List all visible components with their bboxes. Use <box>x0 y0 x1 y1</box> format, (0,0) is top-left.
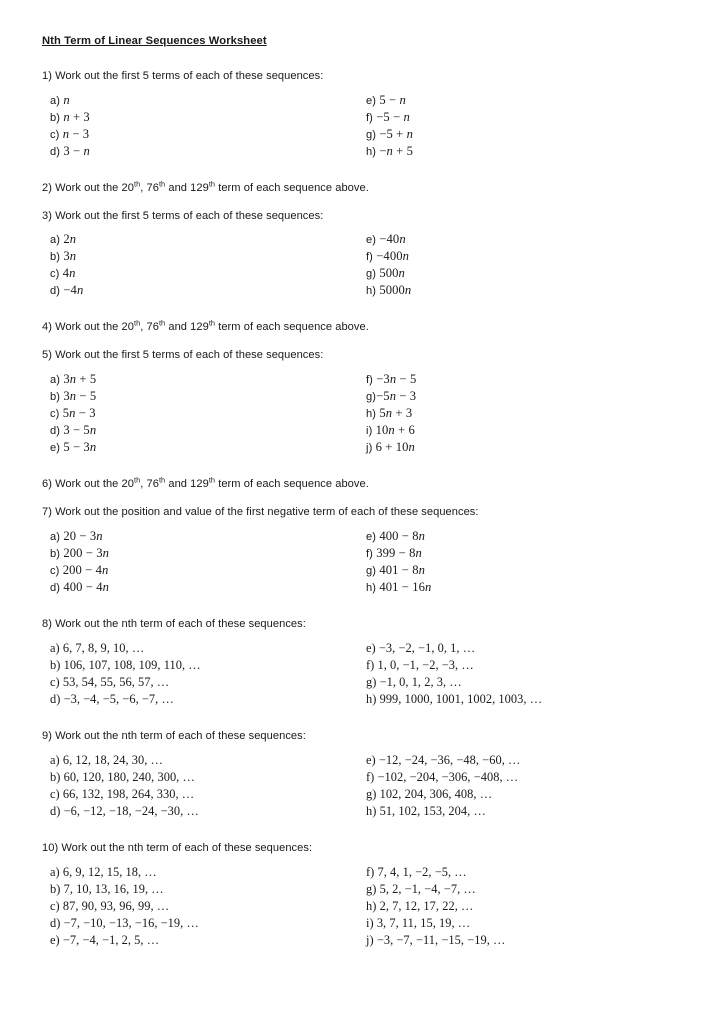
question-4-text-post: term of each sequence above. <box>215 321 369 334</box>
item-label: a) 6, 9, 12, 15, 18, … <box>50 865 157 880</box>
item-label: h) 999, 1000, 1001, 1002, 1003, … <box>366 692 543 707</box>
item-label: i) 10n + 6 <box>366 423 415 438</box>
question-6-text-mid1: , 76 <box>140 478 159 491</box>
question-3-items <box>42 232 685 300</box>
item-label: e) 400 − 8n <box>366 529 426 544</box>
item-label: g) −1, 0, 1, 2, 3, … <box>366 675 462 690</box>
list-item <box>50 865 685 882</box>
question-10-items <box>42 865 685 950</box>
item-label: c) 87, 90, 93, 96, 99, … <box>50 899 170 914</box>
list-item <box>50 658 685 675</box>
question-4-text-mid2: and 129 <box>165 321 209 334</box>
spacer <box>42 457 685 477</box>
item-label: a) 6, 7, 8, 9, 10, … <box>50 641 145 656</box>
question-6-text-mid2: and 129 <box>165 478 209 491</box>
question-3-heading: 3) Work out the first 5 terms of each of these sequences: <box>42 209 324 222</box>
item-label: b) n + 3 <box>50 109 90 124</box>
item-label: b) 7, 10, 13, 16, 19, … <box>50 882 164 897</box>
question-2-heading <box>42 178 685 196</box>
list-item <box>50 804 685 821</box>
question-2-text-post: term of each sequence above. <box>215 181 369 194</box>
item-label: b) 106, 107, 108, 109, 110, … <box>50 658 201 673</box>
list-item <box>50 770 685 787</box>
ordinal-suffix: th <box>133 178 141 188</box>
spacer <box>42 709 685 729</box>
list-item <box>50 641 685 658</box>
question-7-items <box>42 529 685 597</box>
list-item <box>50 933 685 950</box>
item-label: h) 2, 7, 12, 17, 22, … <box>366 899 474 914</box>
item-label: f) −102, −204, −306, −408, … <box>366 770 519 785</box>
spacer <box>42 335 685 348</box>
question-1-heading: 1) Work out the first 5 terms of each of these sequences: <box>42 69 324 82</box>
item-label: f) −400n <box>366 249 410 264</box>
list-item <box>50 675 685 692</box>
question-9-heading: 9) Work out the nth term of each of these sequences: <box>42 730 306 743</box>
list-item <box>50 266 685 283</box>
item-label: d) −6, −12, −18, −24, −30, … <box>50 804 199 819</box>
item-label: h) −n + 5 <box>366 143 414 158</box>
question-10-heading: 10) Work out the nth term of each of these sequences: <box>42 842 313 855</box>
item-label: d) −7, −10, −13, −16, −19, … <box>50 916 199 931</box>
list-item <box>50 916 685 933</box>
item-label: d) 3 − n <box>50 143 90 158</box>
item-label: e) 5 − 3n <box>50 440 97 455</box>
item-label: a) 20 − 3n <box>50 529 103 544</box>
list-item <box>50 389 685 406</box>
item-label: j) 6 + 10n <box>366 440 415 455</box>
list-item <box>50 440 685 457</box>
list-item <box>50 529 685 546</box>
item-label: g) −5 + n <box>366 126 414 141</box>
list-item <box>50 787 685 804</box>
item-label: c) 4n <box>50 266 76 281</box>
spacer <box>42 597 685 617</box>
item-label: h) 5000n <box>366 283 412 298</box>
item-label: j) −3, −7, −11, −15, −19, … <box>366 933 506 948</box>
item-label: c) 66, 132, 198, 264, 330, … <box>50 787 195 802</box>
item-label: f) −5 − n <box>366 109 410 124</box>
item-label: c) 5n − 3 <box>50 406 96 421</box>
spacer <box>42 196 685 209</box>
question-4-text-pre: 4) Work out the 20 <box>42 321 134 334</box>
item-label: b) 3n − 5 <box>50 389 97 404</box>
item-label: g) 102, 204, 306, 408, … <box>366 787 493 802</box>
list-item <box>50 127 685 144</box>
spacer <box>42 492 685 505</box>
question-5-items <box>42 372 685 457</box>
spacer <box>42 363 685 372</box>
question-2-text-mid2: and 129 <box>165 181 209 194</box>
list-item <box>50 110 685 127</box>
item-label: g) 401 − 8n <box>366 563 426 578</box>
list-item <box>50 283 685 300</box>
question-2-text-mid1: , 76 <box>140 181 159 194</box>
ordinal-suffix: th <box>208 475 216 485</box>
list-item <box>50 372 685 389</box>
question-6-text-post: term of each sequence above. <box>215 478 369 491</box>
list-item <box>50 692 685 709</box>
question-4-heading <box>42 320 685 335</box>
item-label: a) 2n <box>50 232 77 247</box>
item-label: c) 53, 54, 55, 56, 57, … <box>50 675 170 690</box>
spacer <box>42 49 685 69</box>
item-label: g) 5, 2, −1, −4, −7, … <box>366 882 476 897</box>
ordinal-suffix: th <box>208 318 216 328</box>
question-8-items <box>42 641 685 709</box>
list-item <box>50 406 685 423</box>
list-item <box>50 144 685 161</box>
item-label: a) 6, 12, 18, 24, 30, … <box>50 753 163 768</box>
item-label: e) −3, −2, −1, 0, 1, … <box>366 641 476 656</box>
list-item <box>50 882 685 899</box>
spacer <box>42 856 685 865</box>
list-item <box>50 232 685 249</box>
item-label: a) 3n + 5 <box>50 372 97 387</box>
question-8-heading: 8) Work out the nth term of each of these sequences: <box>42 618 306 631</box>
ordinal-suffix: th <box>133 475 141 485</box>
spacer <box>42 520 685 529</box>
item-label: d) −4n <box>50 283 84 298</box>
question-5-heading: 5) Work out the first 5 terms of each of these sequences: <box>42 349 324 362</box>
page-title: Nth Term of Linear Sequences Worksheet <box>42 35 267 47</box>
item-label: e) −12, −24, −36, −48, −60, … <box>366 753 521 768</box>
item-label: f) 7, 4, 1, −2, −5, … <box>366 865 467 880</box>
spacer <box>42 821 685 841</box>
list-item <box>50 899 685 916</box>
list-item <box>50 249 685 266</box>
ordinal-suffix: th <box>158 475 166 485</box>
item-label: h) 401 − 16n <box>366 580 432 595</box>
question-2-text-pre: 2) Work out the 20 <box>42 181 134 194</box>
list-item <box>50 563 685 580</box>
item-label: c) 200 − 4n <box>50 563 109 578</box>
question-9-items <box>42 753 685 821</box>
item-label: h) 5n + 3 <box>366 406 413 421</box>
item-label: g)−5n − 3 <box>366 389 417 404</box>
item-label: d) 400 − 4n <box>50 580 110 595</box>
spacer <box>42 223 685 232</box>
question-4-text-mid1: , 76 <box>140 321 159 334</box>
ordinal-suffix: th <box>208 178 216 188</box>
ordinal-suffix: th <box>158 318 166 328</box>
question-1-items <box>42 93 685 161</box>
item-label: f) −3n − 5 <box>366 372 417 387</box>
ordinal-suffix: th <box>158 178 166 188</box>
ordinal-suffix: th <box>133 318 141 328</box>
item-label: f) 399 − 8n <box>366 546 422 561</box>
item-label: e) −7, −4, −1, 2, 5, … <box>50 933 160 948</box>
spacer <box>42 300 685 320</box>
item-label: b) 3n <box>50 249 77 264</box>
item-label: e) 5 − n <box>366 92 406 107</box>
spacer <box>42 84 685 93</box>
list-item <box>50 423 685 440</box>
question-6-heading <box>42 477 685 492</box>
item-label: i) 3, 7, 11, 15, 19, … <box>366 916 471 931</box>
item-label: b) 60, 120, 180, 240, 300, … <box>50 770 195 785</box>
item-label: g) 500n <box>366 266 405 281</box>
spacer <box>42 744 685 753</box>
item-label: b) 200 − 3n <box>50 546 110 561</box>
question-6-text-pre: 6) Work out the 20 <box>42 478 134 491</box>
item-label: c) n − 3 <box>50 126 90 141</box>
list-item <box>50 546 685 563</box>
item-label: d) 3 − 5n <box>50 423 97 438</box>
spacer <box>42 632 685 641</box>
list-item <box>50 93 685 110</box>
item-label: e) −40n <box>366 232 406 247</box>
item-label: f) 1, 0, −1, −2, −3, … <box>366 658 474 673</box>
item-label: a) n <box>50 92 70 107</box>
item-label: d) −3, −4, −5, −6, −7, … <box>50 692 174 707</box>
list-item <box>50 753 685 770</box>
question-7-heading: 7) Work out the position and value of the first negative term of each of these sequences: <box>42 506 479 519</box>
list-item <box>50 580 685 597</box>
spacer <box>42 161 685 181</box>
item-label: h) 51, 102, 153, 204, … <box>366 804 486 819</box>
